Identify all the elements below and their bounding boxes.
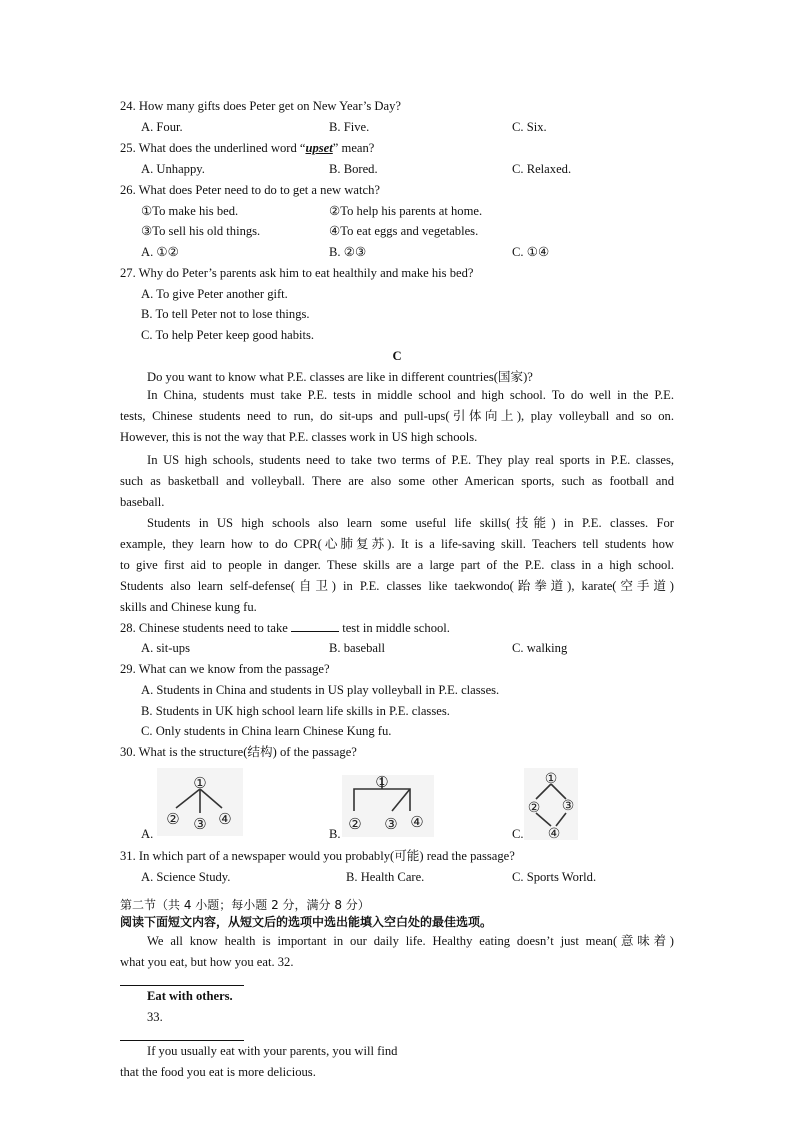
paragraph-line: In US high schools, students need to take two terms of P.E. They play real sports in P.E. classes, (147, 453, 674, 467)
question-27: 27. Why do Peter’s parents ask him to eat healthily and make his bed? (120, 266, 474, 280)
q27-option-a: A. To give Peter another gift. (141, 287, 288, 301)
answer-blank-28 (291, 619, 339, 632)
structure-diagram-a (157, 768, 243, 836)
node-1: ① (544, 772, 558, 787)
q30-option-a: A. (141, 827, 154, 841)
structure-diagram-c (524, 768, 578, 840)
paragraph-line: We all know health is important in our daily life. Healthy eating doesn’t just mean(意味着) (147, 934, 674, 948)
node-4: ④ (410, 815, 424, 831)
q26-statement-4: ④To eat eggs and vegetables. (329, 224, 479, 238)
q31-option-c: C. Sports World. (512, 870, 597, 884)
paragraph-line: tests, Chinese students need to run, do sit-ups and pull-ups(引体向上), play volleyball and so on. (120, 409, 674, 423)
paragraph-line: In China, students must take P.E. tests in middle school and high school. To do well in the P.E. (147, 388, 674, 402)
q29-option-c: C. Only students in China learn Chinese Kung fu. (141, 724, 392, 738)
section-2-passage (120, 931, 674, 1083)
node-3: ③ (193, 817, 207, 833)
paragraph-line: baseball. (120, 495, 165, 509)
q26-statement-1: ①To make his bed. (141, 204, 239, 218)
q27-option-b: B. To tell Peter not to lose things. (141, 307, 310, 321)
node-1: ① (193, 776, 207, 792)
paragraph-line: Students also learn self-defense(自卫) in P.E. classes like taekwondo(跆拳道), karate(空手道) (120, 579, 674, 593)
node-4: ④ (218, 812, 232, 828)
q29-option-a: A. Students in China and students in US play volleyball in P.E. classes. (141, 683, 500, 697)
q25-option-a: A. Unhappy. (141, 162, 205, 176)
paragraph-line: example, they learn how to do CPR(心肺复苏). It is a life-saving skill. Teachers tell students how (120, 537, 674, 551)
q26-option-a: A. ①② (141, 245, 179, 259)
q28-option-b: B. baseball (329, 641, 385, 655)
q24-option-b: B. Five. (329, 120, 370, 134)
node-2: ② (166, 812, 180, 828)
question-26: 26. What does Peter need to do to get a new watch? (120, 183, 380, 197)
q25-stem-post: ” mean? (332, 141, 375, 155)
question-29: 29. What can we know from the passage? (120, 662, 330, 676)
blank-32-lead: what you eat, but how you eat. 32. (120, 955, 294, 969)
paragraph-line: skills and Chinese kung fu. (120, 600, 257, 614)
passage-c-intro: Do you want to know what P.E. classes are like in different countries(国家)? (147, 370, 533, 384)
q30-option-b: B. (329, 827, 341, 841)
question-25 (120, 140, 374, 156)
question-24: 24. How many gifts does Peter get on New Year’s Day? (120, 99, 401, 113)
q24-option-a: A. Four. (141, 120, 183, 134)
q30-option-c: C. (512, 827, 524, 841)
q24-option-c: C. Six. (512, 120, 547, 134)
passage-c-paragraph-2 (120, 385, 674, 448)
passage-c-paragraph-3 (120, 450, 674, 513)
node-2: ② (348, 817, 362, 833)
q25-option-b: B. Bored. (329, 162, 378, 176)
passage-c-paragraph-4 (120, 513, 674, 618)
paragraph-line: such as basketball and volleyball. There are also some other American sports, such as football and (120, 474, 674, 488)
q27-option-c: C. To help Peter keep good habits. (141, 328, 315, 342)
underlined-word: upset (305, 141, 333, 155)
q31-option-b: B. Health Care. (346, 870, 425, 884)
blank-33-tail: If you usually eat with your parents, you will find (147, 1044, 398, 1058)
bold-lead: Eat with others. (147, 989, 233, 1003)
q25-option-c: C. Relaxed. (512, 162, 572, 176)
structure-diagram-b (342, 775, 434, 837)
q29-option-b: B. Students in UK high school learn life skills in P.E. classes. (141, 704, 450, 718)
q26-statement-2: ②To help his parents at home. (329, 204, 483, 218)
passage-c-title: C (392, 349, 402, 363)
q28-option-c: C. walking (512, 641, 568, 655)
node-2: ② (527, 801, 541, 816)
q28-option-a: A. sit-ups (141, 641, 190, 655)
q31-option-a: A. Science Study. (141, 870, 231, 884)
answer-blank-32 (120, 973, 244, 986)
q26-option-b: B. ②③ (329, 245, 367, 259)
q28-stem-pre: 28. Chinese students need to take (120, 621, 288, 635)
q28-stem-post: test in middle school. (342, 621, 450, 635)
question-30: 30. What is the structure(结构) of the passage? (120, 745, 357, 759)
q25-stem-pre: 25. What does the underlined word “ (120, 141, 306, 155)
paragraph-line (120, 986, 674, 1062)
paragraph-line: Students in US high schools also learn some useful life skills(技能) in P.E. classes. For (147, 516, 674, 530)
q26-statement-3: ③To sell his old things. (141, 224, 261, 238)
question-31: 31. In which part of a newspaper would you probably(可能) read the passage? (120, 849, 515, 863)
answer-blank-33 (120, 1028, 244, 1041)
paragraph-line (120, 952, 674, 986)
node-3: ③ (561, 799, 575, 814)
section-2-instruction: 阅读下面短文内容，从短文后的选项中选出能填入空白处的最佳选项。 (120, 915, 493, 929)
node-4: ④ (547, 827, 561, 840)
node-3: ③ (384, 817, 398, 833)
paragraph-line: that the food you eat is more delicious. (120, 1065, 316, 1079)
paragraph-line: to give first aid to people in danger. These skills are a large part of the P.E. class in a high school. (120, 558, 674, 572)
node-1: ① (375, 775, 389, 791)
question-28 (120, 619, 450, 636)
paragraph-line: However, this is not the way that P.E. classes work in US high schools. (120, 430, 478, 444)
section-2-heading: 第二节（共 4 小题；每小题 2 分，满分 8 分） (120, 898, 370, 912)
blank-33-number: 33. (147, 1010, 163, 1024)
q26-option-c: C. ①④ (512, 245, 550, 259)
